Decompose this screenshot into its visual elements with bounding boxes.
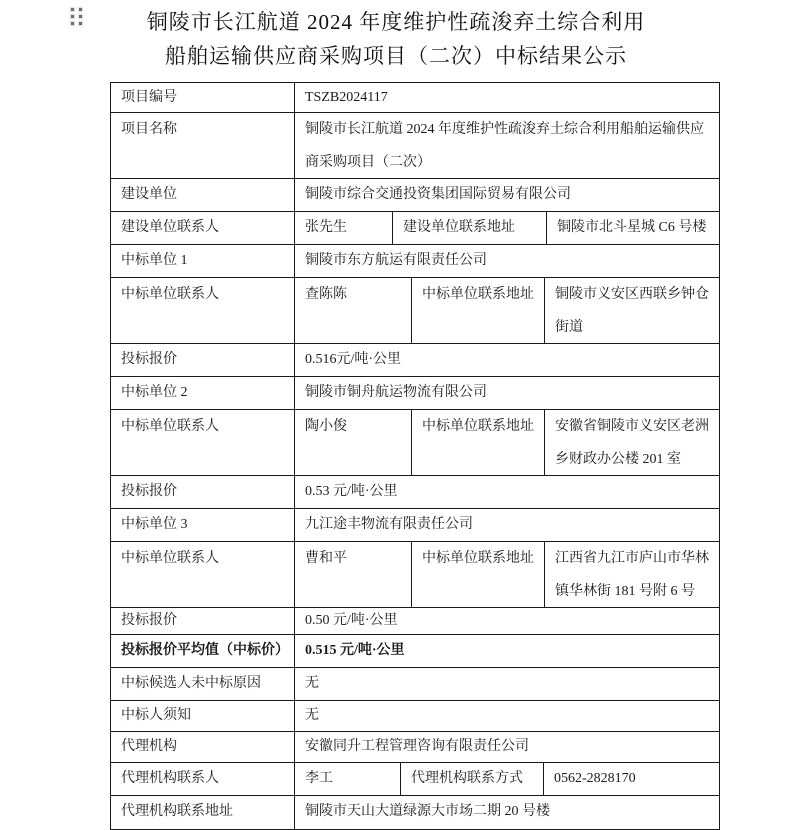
document-title (110, 5, 682, 73)
table-row-bid-price-2 (111, 476, 719, 509)
row-value: 0.50 元/吨·公里 (305, 613, 398, 628)
row-label: 建设单位 (111, 179, 295, 211)
row-value: 无 (305, 708, 319, 723)
row-label: 中标单位 3 (111, 509, 295, 541)
row-value: 曹和平 (295, 542, 412, 607)
row-value: 铜陵市铜舟航运物流有限公司 (305, 385, 487, 400)
bid-result-table (110, 82, 720, 830)
table-row-average-price (111, 635, 719, 668)
row-label-2: 代理机构联系方式 (401, 763, 544, 795)
row-label: 中标单位 1 (111, 245, 295, 277)
table-row-winner-3 (111, 509, 719, 542)
row-label: 中标单位 2 (111, 377, 295, 409)
row-label-2: 建设单位联系地址 (393, 212, 547, 244)
table-row-winner-3-contact (111, 542, 719, 608)
row-label: 代理机构联系人 (111, 763, 295, 795)
row-label: 投标报价 (111, 476, 295, 508)
row-value: 铜陵市长江航道 2024 年度维护性疏浚弃土综合利用船舶运输供应商采购项目（二次） (305, 122, 704, 170)
row-label: 投标报价平均值（中标价） (111, 635, 295, 667)
row-value: 无 (305, 676, 319, 691)
table-row-agency-contact (111, 763, 719, 796)
row-value: 查陈陈 (295, 278, 412, 343)
table-row-winner-2 (111, 377, 719, 410)
row-label: 项目编号 (111, 83, 295, 112)
table-row-bid-price-1 (111, 344, 719, 377)
table-row-project-name (111, 113, 719, 179)
row-value: 铜陵市东方航运有限责任公司 (305, 253, 487, 268)
table-row-construction-contact (111, 212, 719, 245)
row-label: 中标单位联系人 (111, 278, 295, 343)
table-row-project-number (111, 83, 719, 113)
table-row-winner-notice (111, 701, 719, 732)
title-line-1: 铜陵市长江航道 2024 年度维护性疏浚弃土综合利用 (146, 10, 646, 34)
row-label: 中标单位联系人 (111, 542, 295, 607)
row-value-2: 铜陵市北斗星城 C6 号楼 (557, 220, 707, 235)
row-value: 0.516元/吨·公里 (305, 352, 402, 367)
table-row-bid-price-3 (111, 608, 719, 635)
row-value: 李工 (295, 763, 401, 795)
row-label: 中标单位联系人 (111, 410, 295, 475)
row-label-2: 中标单位联系地址 (412, 278, 545, 343)
table-row-winner-1 (111, 245, 719, 278)
dots-grid-icon (71, 8, 85, 28)
row-value: 0.515 元/吨·公里 (305, 643, 405, 658)
title-line-2: 船舶运输供应商采购项目（二次）中标结果公示 (165, 44, 627, 68)
row-label: 中标人须知 (111, 701, 295, 731)
row-label: 投标报价 (111, 344, 295, 376)
row-label-2: 中标单位联系地址 (412, 410, 545, 475)
row-label: 中标候选人未中标原因 (111, 668, 295, 700)
dot (71, 22, 74, 25)
row-value: 安徽同升工程管理咨询有限责任公司 (305, 739, 529, 754)
table-row-construction-unit (111, 179, 719, 212)
row-value-2: 安徽省铜陵市义安区老洲乡财政办公楼 201 室 (555, 419, 709, 467)
row-value-2: 0562-2828170 (554, 771, 636, 786)
row-value: 铜陵市综合交通投资集团国际贸易有限公司 (305, 187, 571, 202)
row-label: 代理机构 (111, 732, 295, 762)
table-row-winner-1-contact (111, 278, 719, 344)
row-value: 陶小俊 (295, 410, 412, 475)
row-label: 项目名称 (111, 113, 295, 178)
row-value: 九江途丰物流有限责任公司 (305, 517, 473, 532)
row-value-2: 铜陵市义安区西联乡钟仓街道 (555, 287, 709, 335)
table-row-winner-2-contact (111, 410, 719, 476)
table-row-agency (111, 732, 719, 763)
table-row-not-winning-reason (111, 668, 719, 701)
row-label-2: 中标单位联系地址 (412, 542, 545, 607)
row-label: 投标报价 (111, 608, 295, 634)
dot (79, 22, 82, 25)
dot (79, 15, 82, 18)
row-value: 张先生 (295, 212, 393, 244)
row-value-2: 江西省九江市庐山市华林镇华林街 181 号附 6 号 (555, 551, 709, 599)
row-value: 铜陵市天山大道绿源大市场二期 20 号楼 (305, 804, 550, 819)
dot (71, 15, 74, 18)
row-value: 0.53 元/吨·公里 (305, 484, 398, 499)
row-value: TSZB2024117 (305, 90, 388, 105)
table-row-agency-address (111, 796, 719, 829)
dot (79, 8, 82, 11)
dot (71, 8, 74, 11)
row-label: 建设单位联系人 (111, 212, 295, 244)
row-label: 代理机构联系地址 (111, 796, 295, 829)
